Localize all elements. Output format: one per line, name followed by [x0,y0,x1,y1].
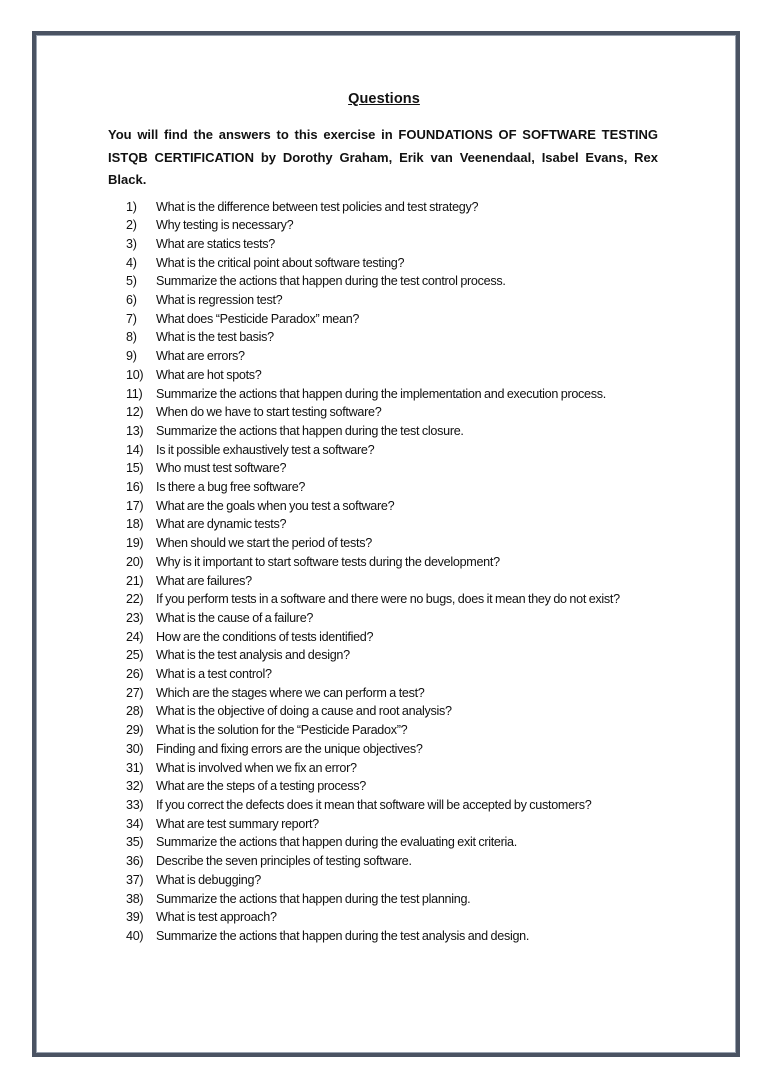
question-number: 2) [126,218,137,233]
question-text: What are statics tests? [156,236,275,251]
question-number: 19) [126,536,144,551]
question-text: Summarize the actions that happen during the test analysis and design. [156,928,530,943]
question-item [126,553,666,572]
question-text: What is the test analysis and design? [156,648,350,663]
question-text: Summarize the actions that happen during the test planning. [156,891,471,906]
question-text: What are test summary report? [156,816,319,831]
question-number: 35) [126,835,144,850]
question-item [126,198,666,217]
question-text: What is the test basis? [156,330,274,345]
question-text: What is the critical point about software testing? [156,255,405,270]
question-text: Why testing is necessary? [156,218,294,233]
question-item [126,385,666,404]
question-text: When should we start the period of tests? [156,536,372,551]
question-text: What is test approach? [156,910,277,925]
question-number: 30) [126,741,144,756]
question-item [126,759,666,778]
question-number: 20) [126,554,144,569]
question-item [126,459,666,478]
question-text: Is there a bug free software? [156,480,306,495]
question-item [126,721,666,740]
question-text: What is the objective of doing a cause and root analysis? [156,704,452,719]
question-item [126,815,666,834]
question-text: What are failures? [156,573,252,588]
question-text: What is debugging? [156,872,261,887]
question-item [126,796,666,815]
question-item [126,422,666,441]
question-text: Finding and fixing errors are the unique objectives? [156,741,423,756]
question-item [126,908,666,927]
question-item [126,590,666,609]
question-number: 3) [126,236,137,251]
question-number: 26) [126,667,144,682]
question-number: 25) [126,648,144,663]
question-number: 40) [126,928,144,943]
question-number: 4) [126,255,137,270]
question-item [126,740,666,759]
question-number: 27) [126,685,144,700]
question-number: 1) [126,199,137,214]
question-item [126,497,666,516]
question-text: What is the difference between test policies and test strategy? [156,199,479,214]
question-item [126,852,666,871]
question-number: 16) [126,480,144,495]
question-text: Is it possible exhaustively test a software? [156,442,375,457]
question-item [126,291,666,310]
question-number: 10) [126,367,144,382]
question-number: 39) [126,910,144,925]
question-item [126,328,666,347]
question-number: 15) [126,461,144,476]
question-text: Summarize the actions that happen during the evaluating exit criteria. [156,835,517,850]
question-number: 28) [126,704,144,719]
question-text: What does “Pesticide Paradox” mean? [156,311,360,326]
question-text: How are the conditions of tests identified? [156,629,374,644]
question-number: 13) [126,423,144,438]
question-number: 14) [126,442,144,457]
question-text: If you perform tests in a software and there were no bugs, does it mean they do not exist? [156,592,620,607]
question-number: 37) [126,872,144,887]
question-number: 11) [126,386,143,401]
question-item [126,871,666,890]
question-text: When do we have to start testing software? [156,405,382,420]
question-text: What is the solution for the “Pesticide Paradox”? [156,723,408,738]
question-number: 6) [126,293,137,308]
question-number: 29) [126,723,144,738]
question-text: What is a test control? [156,667,272,682]
question-number: 38) [126,891,144,906]
question-item [126,609,666,628]
question-number: 31) [126,760,144,775]
question-item [126,441,666,460]
question-text: Summarize the actions that happen during the implementation and execution process. [156,386,606,401]
question-item [126,833,666,852]
question-text: What are dynamic tests? [156,517,287,532]
question-text: What are hot spots? [156,367,262,382]
question-text: Summarize the actions that happen during the test closure. [156,423,464,438]
question-text: Who must test software? [156,461,287,476]
question-number: 22) [126,592,144,607]
question-item [126,254,666,273]
question-item [126,702,666,721]
question-text: Which are the stages where we can perform a test? [156,685,425,700]
question-item [126,272,666,291]
question-item [126,310,666,329]
question-item [126,478,666,497]
question-item [126,515,666,534]
question-text: What are the goals when you test a software? [156,498,395,513]
question-number: 36) [126,854,144,869]
question-item [126,684,666,703]
question-item [126,347,666,366]
question-item [126,534,666,553]
question-number: 17) [126,498,144,513]
page-title: Questions [348,91,420,107]
question-number: 12) [126,405,144,420]
question-number: 24) [126,629,144,644]
question-text: What is the cause of a failure? [156,610,314,625]
question-text: What are errors? [156,349,245,364]
question-item [126,927,666,946]
question-list [126,198,666,946]
question-item [126,646,666,665]
question-text: If you correct the defects does it mean that software will be accepted by customers? [156,798,592,812]
question-number: 32) [126,779,144,794]
question-number: 18) [126,517,144,532]
question-item [126,628,666,647]
intro-paragraph: You will find the answers to this exercise in FOUNDATIONS OF SOFTWARE TESTING ISTQB CERTIFICATION by Dorothy Graham, Erik van Veenendaal, Isabel Evans, Rex Black. [108,127,658,187]
question-number: 21) [126,573,144,588]
question-item [126,665,666,684]
question-item [126,890,666,909]
question-item [126,777,666,796]
question-text: What are the steps of a testing process? [156,779,366,794]
question-item [126,572,666,591]
question-item [126,216,666,235]
question-number: 34) [126,816,144,831]
question-text: Summarize the actions that happen during the test control process. [156,274,506,289]
question-number: 23) [126,610,144,625]
question-item [126,235,666,254]
question-text: What is regression test? [156,293,283,308]
question-item [126,403,666,422]
question-text: Why is it important to start software tests during the development? [156,554,500,569]
question-text: What is involved when we fix an error? [156,760,357,775]
question-number: 8) [126,330,137,345]
question-number: 7) [126,311,137,326]
question-number: 9) [126,349,137,364]
question-number: 33) [126,798,144,812]
question-item [126,366,666,385]
question-number: 5) [126,274,137,289]
question-text: Describe the seven principles of testing software. [156,854,412,869]
